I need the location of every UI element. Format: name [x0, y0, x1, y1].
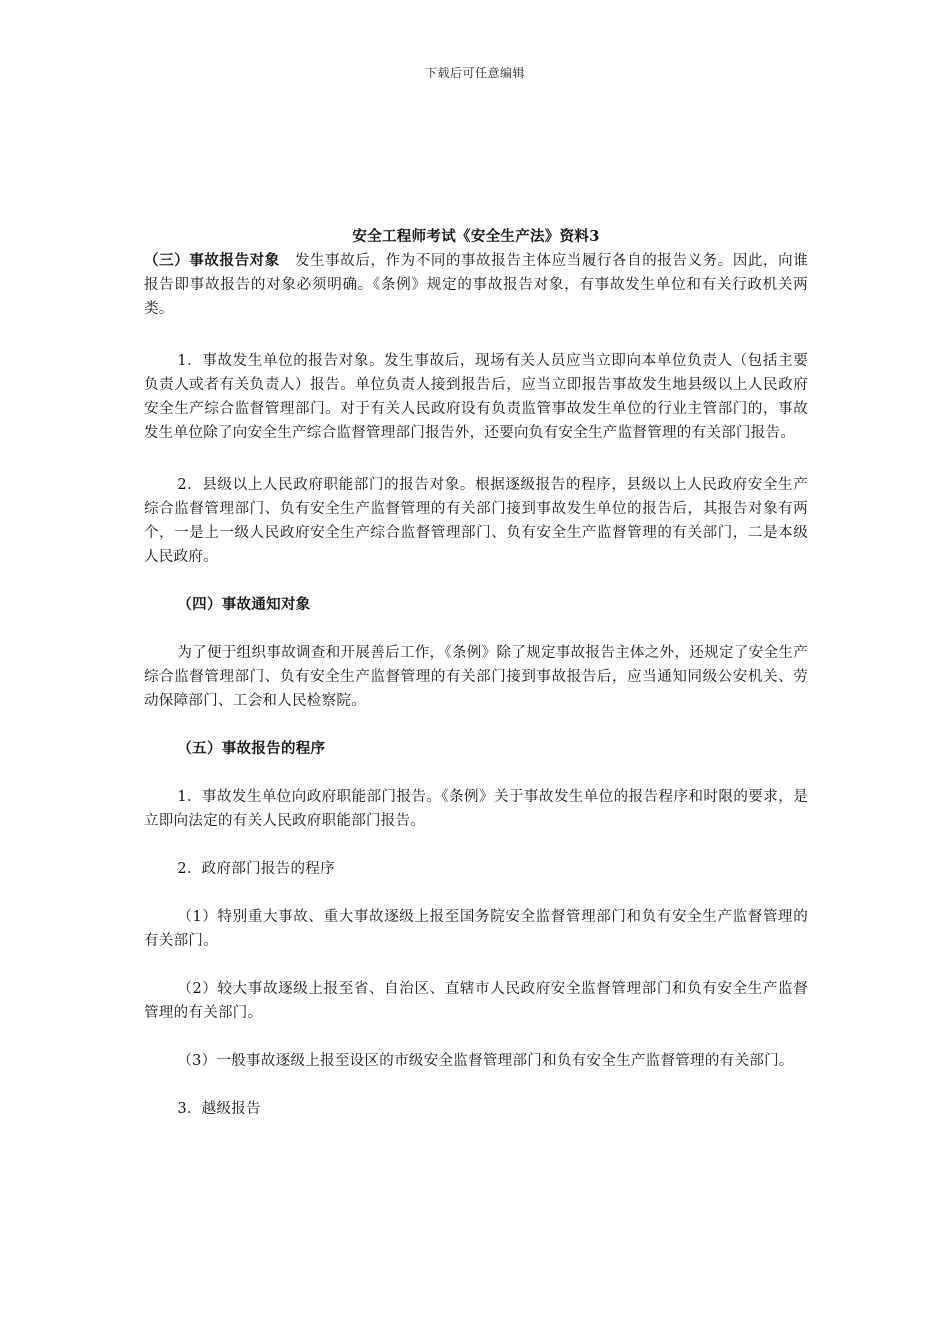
page-header-note: 下载后可任意编辑	[424, 66, 525, 80]
section-3-paragraph-1: 1．事故发生单位的报告对象。发生事故后，现场有关人员应当立即向本单位负责人（包括主要负责人或者有关负责人）报告。单位负责人接到报告后，应当立即报告事故发生地县级以上人民政府安全生产综合监督管理部门。对于有关人民政府设有负责监管事故发生单位的行业主管部门的，事故发生单位除了向安全生产综合监督管理部门报告外，还要向负有安全生产监督管理的有关部门报告。	[144, 353, 808, 441]
section-3-intro-text: 发生事故后，作为不同的事故报告主体应当履行各自的报告义务。因此，向谁报告即事故报告的对象必须明确。《条例》规定的事故报告对象，有事故发生单位和有关行政机关两类。	[144, 253, 809, 317]
section-5-paragraph-6: 3．越级报告	[177, 1101, 261, 1117]
section-5-paragraph-3: （1）特别重大事故、重大事故逐级上报至国务院安全监督管理部门和负有安全生产监督管理的有关部门。	[144, 909, 808, 949]
section-5-paragraph-2: 2．政府部门报告的程序	[177, 861, 335, 877]
section-4-heading: （四）事故通知对象	[177, 596, 311, 613]
section-5-paragraph-4: （2）较大事故逐级上报至省、自治区、直辖市人民政府安全监督管理部门和负有安全生产监督管理的有关部门。	[144, 981, 808, 1021]
section-4-paragraph-1: 为了便于组织事故调查和开展善后工作，《条例》除了规定事故报告主体之外，还规定了安全生产综合监督管理部门、负有安全生产监督管理的有关部门接到事故报告后，应当通知同级公安机关、劳动保障部门、工会和人民检察院。	[144, 645, 808, 709]
section-5-paragraph-5: （3）一般事故逐级上报至设区的市级安全监督管理部门和负有安全生产监督管理的有关部门。	[177, 1053, 794, 1069]
section-3-heading: （三）事故报告对象	[144, 252, 280, 269]
document-body	[144, 225, 808, 1121]
document-title: 安全工程师考试《安全生产法》资料3	[352, 228, 600, 245]
section-3-paragraph-2: 2．县级以上人民政府职能部门的报告对象。根据逐级报告的程序，县级以上人民政府安全生产综合监督管理部门、负有安全生产监督管理的有关部门接到事故发生单位的报告后，其报告对象有两个，一是上一级人民政府安全生产综合监督管理部门、负有安全生产监督管理的有关部门，二是本级人民政府。	[144, 477, 808, 565]
section-5-paragraph-1: 1．事故发生单位向政府职能部门报告。《条例》关于事故发生单位的报告程序和时限的要求，是立即向法定的有关人民政府职能部门报告。	[144, 789, 808, 829]
section-5-heading: （五）事故报告的程序	[177, 740, 326, 757]
section-3-intro-paragraph	[144, 249, 808, 321]
